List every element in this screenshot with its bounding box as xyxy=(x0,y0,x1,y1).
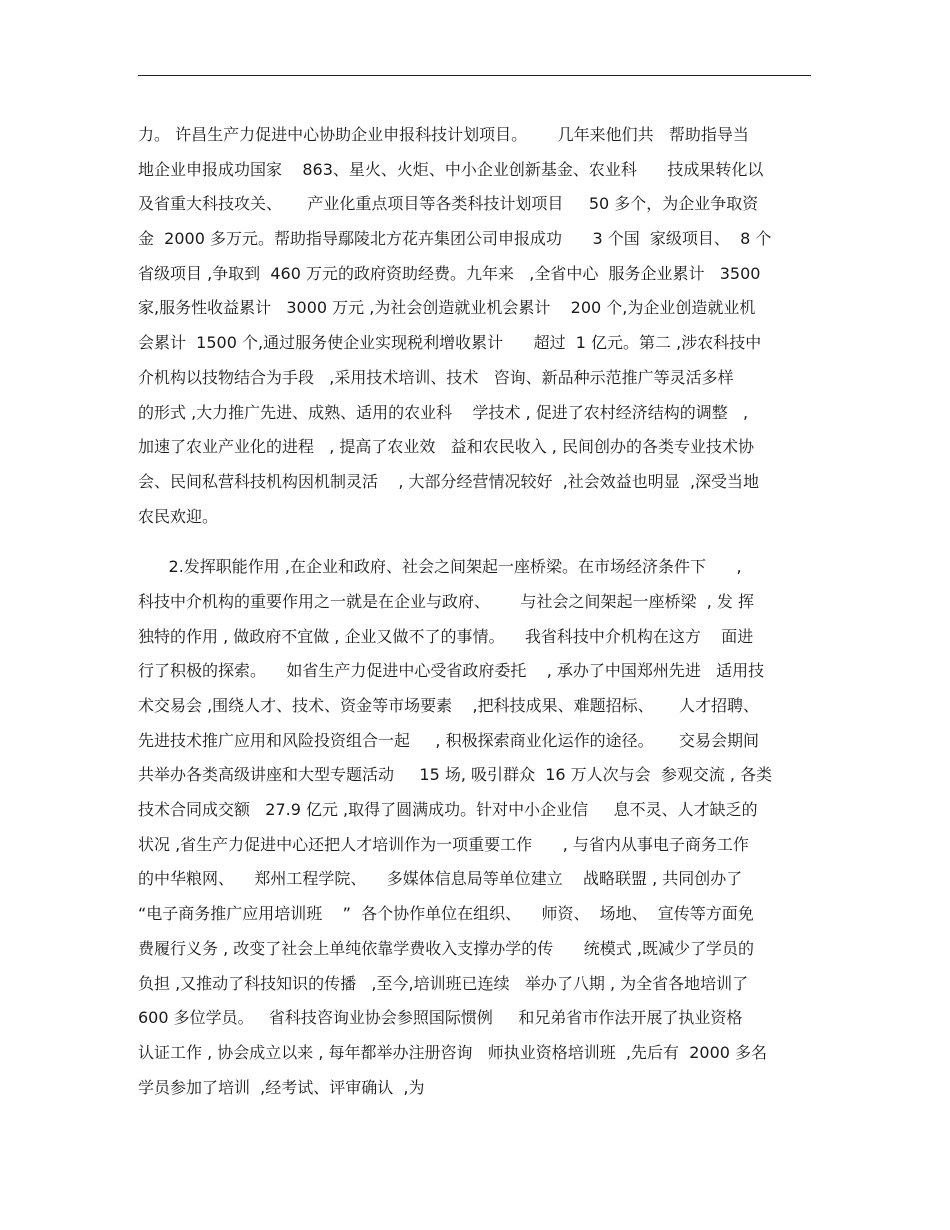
text-line: 认证工作 , 协会成立以来 , 每年都举办注册咨询 师执业资格培训班 ,先后有 2000 多名 xyxy=(138,1042,768,1062)
text-line: 的中华粮网、 郑州工程学院、 多媒体信息局等单位建立 战略联盟 , 共同创办了 xyxy=(138,869,743,889)
paragraph-gap xyxy=(138,534,818,550)
text-line: 金 2000 多万元。帮助指导鄢陵北方花卉集团公司申报成功 3 个国 家级项目、 8 个 xyxy=(138,229,772,249)
text-line: 加速了农业产业化的进程 , 提高了农业效 益和农民收入 , 民间创办的各类专业技术协 xyxy=(138,437,754,457)
paragraph-2 xyxy=(138,550,818,1105)
text-line: 介机构以技物结合为手段 ,采用技术培训、技术 咨询、新品种示范推广等灵活多样 xyxy=(138,367,734,387)
text-line: 会累计 1500 个,通过服务使企业实现税利增收累计 超过 1 亿元。第二 ,涉农科技中 xyxy=(138,333,762,353)
text-line: 600 多位学员。 省科技咨询业协会参照国际惯例 和兄弟省市作法开展了执业资格 xyxy=(138,1008,743,1028)
text-line: 的形式 ,大力推广先进、成熟、适用的农业科 学技术 , 促进了农村经济结构的调整 , xyxy=(138,402,749,422)
text-line: 农民欢迎。 xyxy=(138,506,219,526)
text-line: 省级项目 ,争取到 460 万元的政府资助经费。九年来 ,全省中心 服务企业累计 3500 xyxy=(138,263,761,283)
text-line: 学员参加了培训 ,经考试、评审确认 ,为 xyxy=(138,1077,425,1097)
text-line: 行了积极的探索。 如省生产力促进中心受省政府委托 , 承办了中国郑州先进 适用技 xyxy=(138,661,765,681)
text-line: 负担 ,又推动了科技知识的传播 ,至今,培训班已连续 举办了八期 , 为全省各地培训了 xyxy=(138,973,749,993)
body-text xyxy=(138,118,818,1105)
text-line: 费履行义务 , 改变了社会上单纯依靠学费收入支撑办学的传 统模式 ,既减少了学员的 xyxy=(138,938,754,958)
text-line: 及省重大科技攻关、 产业化重点项目等各类科技计划项目 50 多个，为企业争取资 xyxy=(138,194,759,214)
text-line: 家,服务性收益累计 3000 万元 ,为社会创造就业机会累计 200 个,为企业创造就业机 xyxy=(138,298,756,318)
paragraph-1 xyxy=(138,118,818,534)
text-line: 共举办各类高级讲座和大型专题活动 15 场, 吸引群众 16 万人次与会 参观交流 , 各类 xyxy=(138,765,773,785)
text-line: 会、民间私营科技机构因机制灵活 , 大部分经营情况较好 ,社会效益也明显 ,深受当地 xyxy=(138,471,760,491)
text-line: “电子商务推广应用培训班 ” 各个协作单位在组织、 师资、 场地、 宣传等方面免 xyxy=(138,904,754,924)
text-line: 术交易会 ,围绕人才、技术、资金等市场要素 ,把科技成果、难题招标、 人才招聘、 xyxy=(138,696,760,715)
text-line: 独特的作用 , 做政府不宜做 , 企业又做不了的事情。 我省科技中介机构在这方 面进 xyxy=(138,626,754,646)
text-line: 状况 ,省生产力促进中心还把人才培训作为一项重要工作 , 与省内从事电子商务工作 xyxy=(138,834,749,854)
text-line: 科技中介机构的重要作用之一就是在企业与政府、 与社会之间架起一座桥梁 , 发 挥 xyxy=(138,591,754,611)
text-line: 技术合同成交额 27.9 亿元 ,取得了圆满成功。针对中小企业信 息不灵、人才缺乏的 xyxy=(138,800,758,820)
header-rule xyxy=(138,75,811,76)
text-line: 2.发挥职能作用 ,在企业和政府、社会之间架起一座桥梁。在市场经济条件下 , xyxy=(138,557,742,577)
text-line: 地企业申报成功国家 863、星火、火炬、中小企业创新基金、农业科 技成果转化以 xyxy=(138,159,764,179)
text-line: 先进技术推广应用和风险投资组合一起 , 积极探索商业化运作的途径。 交易会期间 xyxy=(138,730,760,750)
text-line: 力。 许昌生产力促进中心协助企业申报科技计划项目。 几年来他们共 帮助指导当 xyxy=(138,125,749,144)
